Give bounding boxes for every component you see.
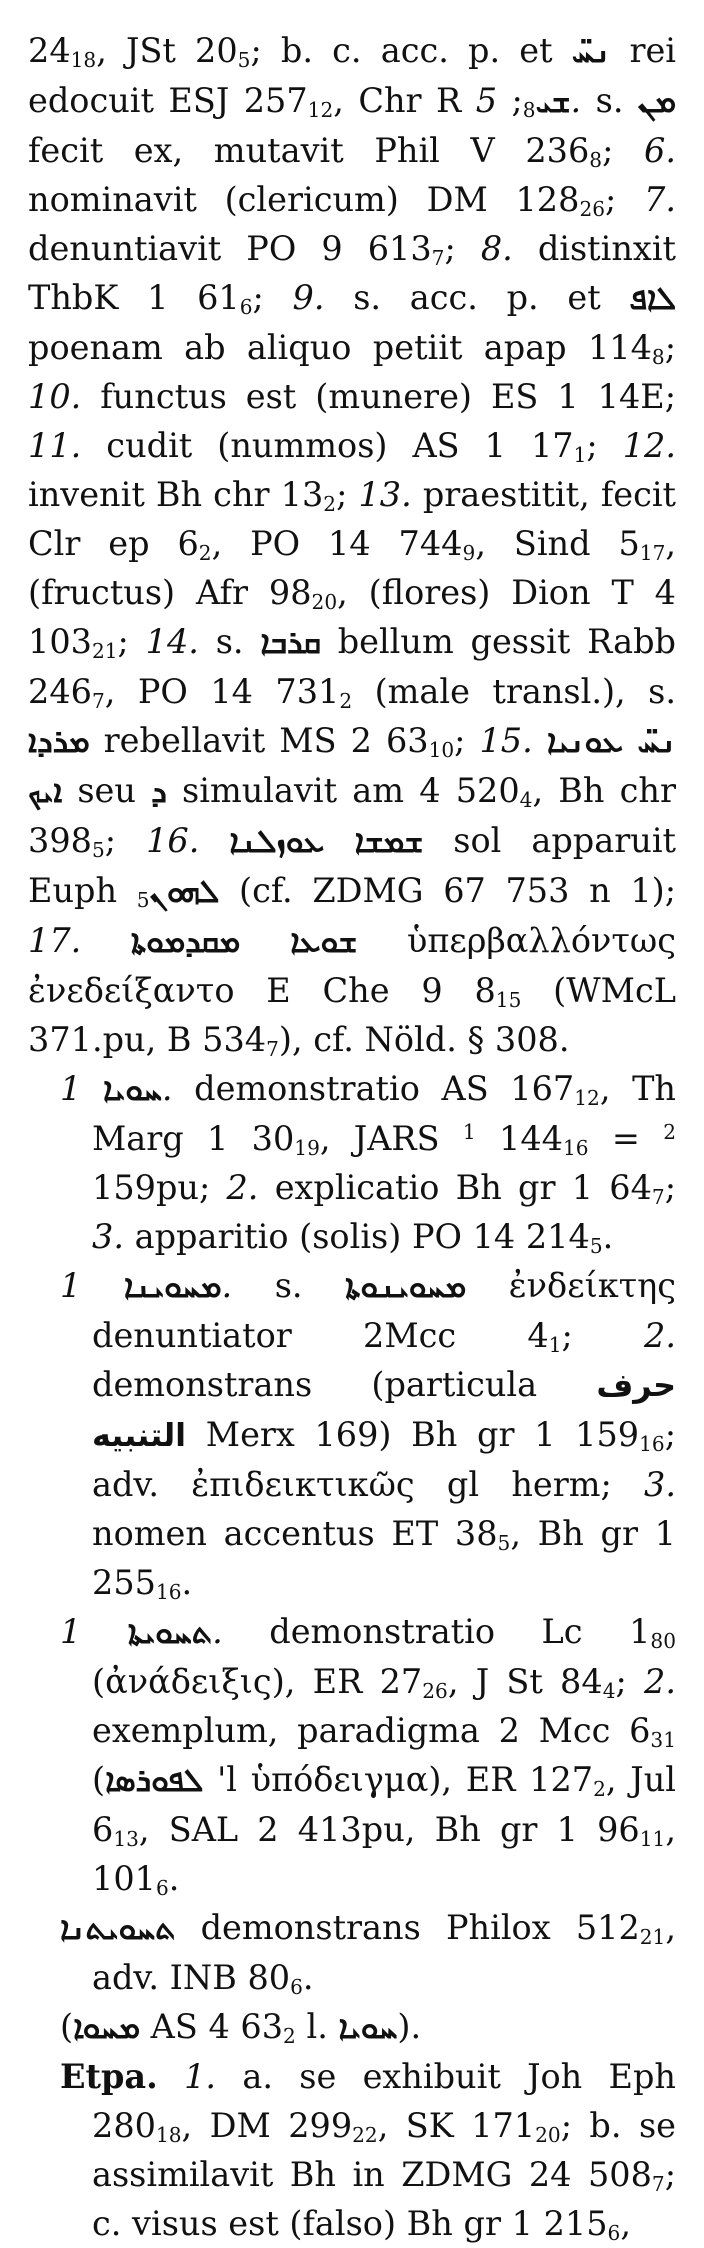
subscript-ref: 8 <box>589 148 603 173</box>
sub-entry <box>60 2052 676 2248</box>
entry-text: apparitio (solis) PO 14 214 <box>123 1217 590 1256</box>
greek-text: ὑπερβαλλόντως ἐνεδείξαντο <box>28 921 676 1010</box>
entry-text: seu <box>62 771 152 810</box>
subscript-ref: 31 <box>650 1728 676 1753</box>
entry-text: s. <box>232 1266 346 1305</box>
entry-text: , Bh chr 398 <box>28 771 677 860</box>
entry-text: rebellavit MS 2 63 <box>89 721 429 760</box>
subscript-ref: 5 <box>136 888 150 913</box>
sense-number: 15. <box>479 721 533 760</box>
entry-text: 144 <box>475 1119 563 1158</box>
sense-number: 8. <box>480 229 513 268</box>
entry-text: ; <box>104 821 147 860</box>
entry-text <box>533 721 547 760</box>
subscript-ref: 1 <box>573 443 587 468</box>
greek-text: ἐνδείκτης <box>466 1266 677 1305</box>
entry-text: . <box>181 1563 193 1602</box>
subscript-ref: 7 <box>431 246 445 271</box>
entry-text: fecit ex, mutavit Phil V 236 <box>28 131 590 170</box>
subscript-ref: 16 <box>639 1432 665 1457</box>
subscript-ref: 6 <box>290 1975 303 2000</box>
sense-number: 16. <box>146 821 200 860</box>
sub-entry <box>60 1903 676 2002</box>
entry-text: bellum gessit Rabb 246 <box>28 622 677 711</box>
entry-text: Merx 169) Bh gr 1 159 <box>186 1415 640 1454</box>
subscript-ref: 1 <box>548 1333 562 1358</box>
sense-number: 6. <box>644 131 676 170</box>
syriac-term: ܡܚܘܝܢܘܬܐ <box>345 1267 467 1305</box>
entry-text: ; <box>586 426 623 465</box>
subscript-ref: 20 <box>311 590 338 615</box>
subscript-ref: 2 <box>283 2024 296 2049</box>
subscript-ref: 17 <box>639 541 666 566</box>
subscript-ref: 22 <box>352 2123 378 2148</box>
entry-text: nomen accentus ET 38 <box>92 1514 498 1553</box>
syriac-term: ܠܗܘܢ <box>149 872 220 910</box>
entry-text: , J St 84 <box>447 1662 603 1701</box>
entry-text: ), ER 27 <box>271 1662 423 1701</box>
entry-text: , Bh gr 1 255 <box>92 1514 676 1602</box>
subscript-ref: 15 <box>495 988 522 1013</box>
entry-text: = <box>588 1119 664 1158</box>
syriac-term: ܫܘܥܐ ܡܩܕܡܘܬܐ <box>130 922 358 960</box>
entry-text: s. acc. p. et <box>324 278 630 317</box>
sense-number: 2. <box>226 1168 259 1207</box>
sense-number: 5. <box>475 81 582 120</box>
entry-text: s. <box>198 622 261 661</box>
entry-text: 159pu; <box>92 1168 227 1207</box>
entry-text: ; c. visus est (falso) Bh gr 1 215 <box>92 2155 676 2243</box>
syriac-term: ܢܚ̈ ܥܘܢܝܐ ܐܝܟ <box>28 722 676 810</box>
subscript-ref: 26 <box>422 1679 448 1704</box>
entry-text: ; <box>252 278 293 317</box>
syriac-term: ܬܚܘܝܬܢܐ <box>60 1909 176 1947</box>
entry-text: , (flores) Dion T 4 103 <box>28 573 676 661</box>
subscript-ref: 7 <box>266 1037 279 1062</box>
subscript-ref: 21 <box>91 639 118 664</box>
subscript-ref: 7 <box>651 2172 665 2197</box>
entry-text: nominavit (clericum) DM 128 <box>28 180 580 219</box>
syriac-term: ܕ <box>151 772 167 810</box>
syriac-term: ܡܚܘܝܢܐ <box>123 1267 222 1305</box>
subscript-ref: 7 <box>651 1185 665 1210</box>
entry-text: (male transl.), s. <box>352 672 676 711</box>
subscript-ref: 16 <box>155 1580 182 1605</box>
entry-text: . <box>602 1217 614 1256</box>
sense-number: 1. <box>184 2057 217 2096</box>
sense-number: 10. <box>28 377 82 416</box>
entry-text <box>81 921 131 960</box>
entry-continuation <box>28 26 676 1064</box>
subscript-ref: 20 <box>535 2123 561 2148</box>
entry-text: rei edocuit ESJ 257 <box>28 31 676 120</box>
entry-text: , DM 299 <box>181 2106 353 2145</box>
syriac-term: ܠܦܘܪܣܐ <box>105 1761 204 1799</box>
subscript-ref: 18 <box>155 2123 182 2148</box>
subscript-ref: 6 <box>607 2221 621 2246</box>
subscript-ref: 10 <box>428 738 455 763</box>
entry-text: ), ER 127 <box>428 1760 594 1799</box>
entry-text: , PO 14 744 <box>211 524 463 563</box>
entry-text: , PO 14 731 <box>104 672 340 711</box>
entry-text: ; <box>444 229 481 268</box>
sense-number: 14. <box>145 622 199 661</box>
entry-text: ; <box>605 180 645 219</box>
entry-text: AS 4 63 <box>140 2007 284 2046</box>
subscript-ref: 80 <box>650 1629 676 1654</box>
subscript-ref: 4 <box>519 788 533 813</box>
subscript-ref: 21 <box>639 1925 666 1950</box>
entry-text: ; <box>117 622 146 661</box>
entry-text: exemplum, paradigma 2 Mcc 6 <box>92 1711 651 1750</box>
stem-label: Etpa. <box>60 2057 158 2096</box>
sub-entry <box>60 1607 676 1903</box>
entry-text: sol apparuit Euph <box>28 821 676 910</box>
subscript-ref: 4 <box>602 1679 616 1704</box>
syriac-term: ܫܡܫܐ ܥܘܙܠܢܐ <box>229 822 424 860</box>
entry-text: ; <box>454 721 480 760</box>
sense-number: 13. <box>358 475 412 514</box>
entry-text: denuntiator 2Mcc 4 <box>92 1316 549 1355</box>
entry-text: s. <box>581 81 638 120</box>
syriac-term: حرف التنبيه <box>92 1366 676 1454</box>
entry-text: , Jul 6 <box>92 1760 676 1849</box>
entry-text: distinxit ThbK 1 61 <box>28 229 677 317</box>
superscript-ref: 2 <box>663 1119 676 1144</box>
entry-text: ; b. se assimilavit Bh in ZDMG 24 508 <box>92 2106 676 2194</box>
entry-text: , SAL 2 413pu, Bh gr 1 96 <box>138 1810 640 1849</box>
entry-text: praestitit, fecit Clr ep 6 <box>28 475 677 563</box>
entry-text <box>81 1266 124 1305</box>
entry-text: ), cf. Nöld. § 308. <box>278 1020 570 1059</box>
subscript-ref: 7 <box>91 689 105 714</box>
subscript-ref: 2 <box>323 492 337 517</box>
entry-text: ( <box>92 1760 106 1799</box>
sense-number: 3. <box>92 1217 124 1256</box>
sub-entry <box>60 2002 676 2052</box>
syriac-term: ܡܪܕܐ <box>28 722 90 760</box>
entry-text: 24 <box>28 31 71 70</box>
superscript-ref: 1 <box>462 1119 476 1144</box>
subscript-ref: 2 <box>339 689 353 714</box>
subscript-ref: 11 <box>639 1827 666 1852</box>
entry-text: ( <box>92 1662 106 1701</box>
entry-text: ). <box>397 2007 422 2046</box>
subscript-ref: 5 <box>497 1531 511 1556</box>
sense-number: 2. <box>644 1662 676 1701</box>
subscript-ref: 12 <box>307 98 334 123</box>
entry-text <box>199 821 229 860</box>
syriac-term: ܚܘܝܐ <box>102 1070 162 1108</box>
entry-text: , Chr R <box>333 81 476 120</box>
entry-text: ( <box>60 2007 74 2046</box>
subscript-ref: 12 <box>574 1086 600 1111</box>
entry-text: (WMcL 371.pu, B 534 <box>28 971 676 1059</box>
entry-text: , SK 171 <box>377 2106 536 2145</box>
sense-number: 9. <box>292 278 325 317</box>
greek-text: ἀνάδειξις <box>105 1662 272 1701</box>
subscript-ref: 2 <box>198 541 212 566</box>
sub-entry <box>60 1261 676 1607</box>
entry-text: ; <box>664 328 676 367</box>
entry-text: poenam ab aliquo petiit apap 114 <box>28 328 652 367</box>
subscript-ref: 5 <box>589 1234 603 1259</box>
entry-text: ; <box>602 131 645 170</box>
subscript-ref: 5 <box>237 48 251 73</box>
entry-text: demonstratio Lc 1 <box>222 1612 651 1651</box>
entry-text: demonstrans Philox 512 <box>175 1908 640 1947</box>
entry-text: , JSt 20 <box>96 31 238 70</box>
entry-text: , JARS <box>319 1119 463 1158</box>
greek-text: 'l ὑπόδειγμα <box>203 1760 429 1799</box>
entry-text: ; b. c. acc. p. et <box>250 31 572 70</box>
entry-text: (cf. ZDMG 67 753 n 1); <box>219 871 676 910</box>
subscript-ref: 26 <box>579 197 606 222</box>
syriac-term: ܩܪܒܐ <box>260 623 321 661</box>
entry-text: ; <box>664 1168 676 1207</box>
entry-text <box>81 1069 103 1108</box>
entry-text: . <box>302 1958 314 1997</box>
sense-number: 17. <box>28 921 82 960</box>
entry-text: ; <box>561 1316 645 1355</box>
subscript-ref: 6 <box>239 295 253 320</box>
entry-text: , <box>620 2204 631 2243</box>
subscript-ref: 6 <box>155 1876 169 1901</box>
entry-text <box>158 2057 184 2096</box>
entry-text: . <box>168 1859 180 1898</box>
sub-entry <box>60 1064 676 1261</box>
sense-number: 3. <box>644 1465 676 1504</box>
entry-text: E Che 9 8 <box>234 971 496 1010</box>
subscript-ref: 8 <box>651 345 665 370</box>
syriac-term: ܫܝ <box>535 82 571 120</box>
entry-text: ; adv. <box>92 1415 676 1504</box>
subscript-ref: 18 <box>70 48 97 73</box>
sense-number: 7. <box>644 180 676 219</box>
entry-text: , Sind 5 <box>475 524 640 563</box>
entry-text: gl herm; <box>414 1465 645 1504</box>
entry-text: ; <box>497 81 523 120</box>
entry-text: explicatio Bh gr 1 64 <box>258 1168 652 1207</box>
entry-text: a. se exhibuit Joh Eph 280 <box>92 2057 677 2145</box>
entry-text <box>81 1612 128 1651</box>
sense-number: 1. <box>60 1069 173 1108</box>
syriac-term: ܢܚ̈ <box>571 32 611 70</box>
entry-text: demonstrans (particula <box>92 1365 597 1404</box>
syriac-term: ܡܚܘܐ <box>73 2008 141 2046</box>
entry-text: , 101 <box>92 1810 676 1898</box>
entry-text: , (fructus) Afr 98 <box>28 524 677 612</box>
sense-number: 12. <box>622 426 677 465</box>
syriac-term: ܬܚܘܝܬܐ <box>127 1613 213 1651</box>
sense-number: 2. <box>644 1316 677 1355</box>
entry-text: , Th Marg 1 30 <box>92 1069 677 1158</box>
sense-number: 11. <box>28 426 82 465</box>
entry-text: simulavit am 4 520 <box>166 771 520 810</box>
entry-text: ; <box>615 1662 645 1701</box>
entry-text: functus est (munere) ES 1 14E; <box>81 377 676 416</box>
greek-text: ἐπιδεικτικῶς <box>191 1465 415 1504</box>
entry-text: l. <box>295 2007 339 2046</box>
entry-text: demonstratio AS 167 <box>172 1069 575 1108</box>
syriac-term: ܠܐܦ <box>629 279 677 317</box>
syriac-term: ܡܢ <box>637 82 676 120</box>
entry-text: denuntiavit PO 9 613 <box>28 229 432 268</box>
syriac-term: ܚܘܝܐ <box>338 2008 398 2046</box>
sense-number: 1. <box>60 1266 233 1305</box>
subscript-ref: 13 <box>113 1827 139 1852</box>
subscript-ref: 19 <box>294 1136 320 1161</box>
subscript-ref: 8 <box>522 98 536 123</box>
sense-number: 1. <box>60 1612 223 1651</box>
subscript-ref: 9 <box>462 541 476 566</box>
entry-text: invenit Bh chr 13 <box>28 475 324 514</box>
entry-text: , adv. INB 80 <box>92 1908 676 1997</box>
entry-text: ; <box>336 475 359 514</box>
subscript-ref: 2 <box>593 1777 606 1802</box>
entry-text: cudit (nummos) AS 1 17 <box>81 426 574 465</box>
subscript-ref: 5 <box>91 838 105 863</box>
subscript-ref: 16 <box>562 1136 589 1161</box>
